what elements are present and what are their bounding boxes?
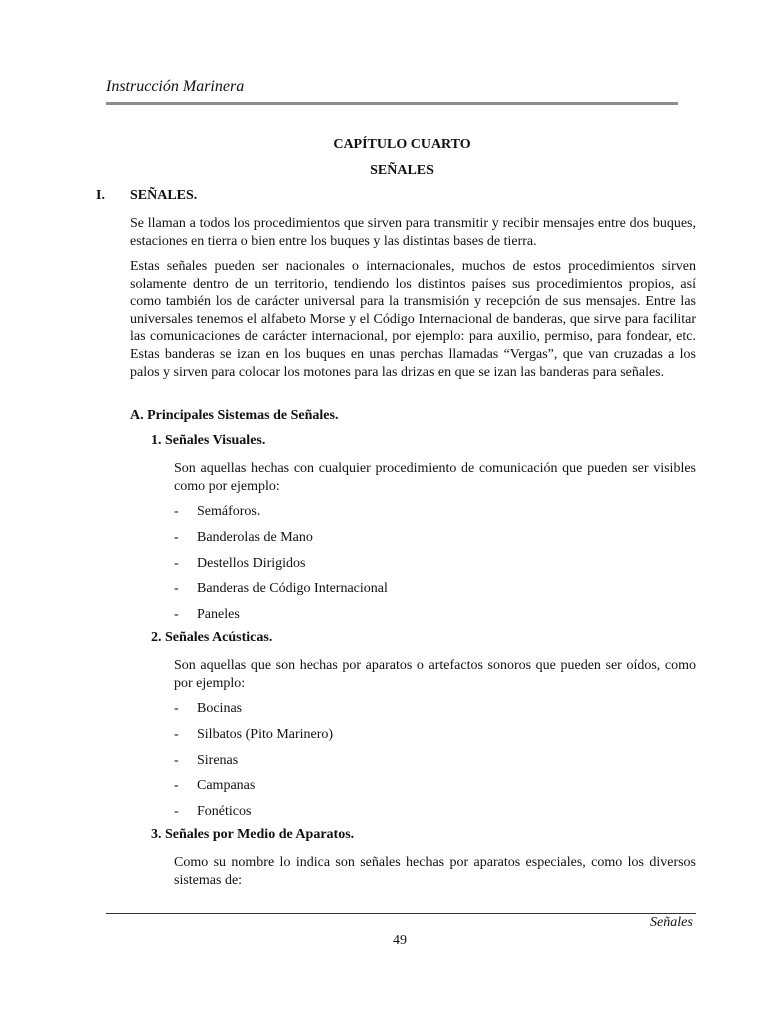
item-paragraph-acoustic: Son aquellas que son hechas por aparatos o artefactos sonoros que pueden ser oídos, como por ejemplo: [174, 658, 696, 691]
section-title: SEÑALES. [130, 188, 198, 203]
header-divider [106, 102, 678, 105]
list-item-text: Banderas de Código Internacional [197, 581, 388, 596]
section-paragraph-2: Estas señales pueden ser nacionales o internacionales, muchos de estos procedimientos sirven solamente dentro de un territorio, tendiendo los distintos países sus procedimientos propios, así como también los de carácter universal para la transmisión y recepción de sus mensajes. Entre las universales tenemos el alfabeto Morse y el Código Internacional de banderas, que sirve para facilitar las comunicaciones de carácter internacional, por ejemplo: para auxilio, permiso, para fondear, etc. Estas banderas se izan en los buques en unas perchas llamadas “Vergas”, que van cruzadas a los palos y sirven para colocar los motones para las drizas en que se izan las banderas para señales. [130, 259, 696, 380]
list-item-text: Bocinas [197, 701, 243, 716]
item-paragraph-visual: Son aquellas hechas con cualquier procedimiento de comunicación que pueden ser visibles como por ejemplo: [174, 461, 696, 494]
bullet-dash: - [174, 581, 179, 596]
item-paragraph-devices: Como su nombre lo indica son señales hechas por aparatos especiales, como los diversos sistemas de: [174, 855, 696, 888]
chapter-subtitle: SEÑALES [370, 163, 434, 178]
chapter-title: CAPÍTULO CUARTO [333, 137, 471, 152]
item-heading-devices: 3. Señales por Medio de Aparatos. [151, 827, 355, 842]
footer-divider [106, 913, 696, 914]
item-heading-acoustic: 2. Señales Acústicas. [151, 630, 273, 645]
bullet-dash: - [174, 804, 179, 819]
item-heading-visual: 1. Señales Visuales. [151, 433, 266, 448]
list-item-text: Banderolas de Mano [197, 530, 313, 545]
list-item-text: Sirenas [197, 753, 239, 768]
list-item-text: Semáforos. [197, 504, 261, 519]
list-item-text: Paneles [197, 607, 240, 622]
list-item-text: Fonéticos [197, 804, 252, 819]
subsection-heading-a: A. Principales Sistemas de Señales. [130, 408, 339, 423]
running-footer: Señales [650, 915, 693, 930]
list-item-text: Silbatos (Pito Marinero) [197, 727, 334, 742]
section-paragraph-1: Se llaman a todos los procedimientos que sirven para transmitir y recibir mensajes entre dos buques, estaciones en tierra o bien entre los buques y las distintas bases de tierra. [130, 216, 696, 249]
bullet-dash: - [174, 556, 179, 571]
list-item-text: Campanas [197, 778, 256, 793]
bullet-dash: - [174, 727, 179, 742]
bullet-dash: - [174, 607, 179, 622]
section-number: I. [96, 188, 105, 203]
bullet-dash: - [174, 778, 179, 793]
running-header: Instrucción Marinera [106, 78, 245, 95]
bullet-dash: - [174, 530, 179, 545]
page-number: 49 [393, 933, 407, 948]
bullet-dash: - [174, 701, 179, 716]
bullet-dash: - [174, 753, 179, 768]
bullet-dash: - [174, 504, 179, 519]
list-item-text: Destellos Dirigidos [197, 556, 306, 571]
